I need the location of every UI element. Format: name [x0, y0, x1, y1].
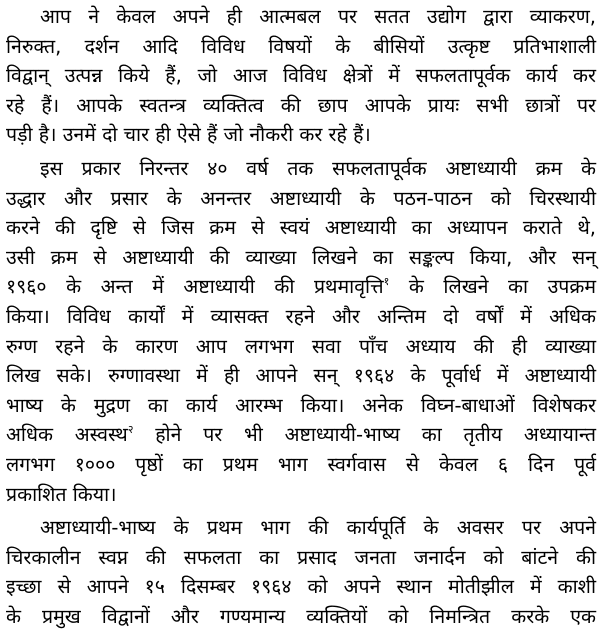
text-line: इस प्रकार निरन्तर ४० वर्ष तक सफलतापूर्वक अष्टाध्यायी क्रम के: [40, 156, 596, 180]
footnote-marker-1: १: [383, 275, 390, 289]
text-line: लगभग १००० पृष्ठों का प्रथम भाग स्वर्गवास से केवल ६ दिन पूर्व: [6, 452, 596, 476]
paragraph-3: [6, 513, 596, 631]
text-line-with-footnote: [6, 272, 596, 302]
text-line: किया। विविध कार्यों में व्यासक्त रहने और अन्तिम दो वर्षों में अधिक: [6, 304, 596, 328]
text-line: चिरकालीन स्वप्न की सफलता का प्रसाद जनता जनार्दन को बांटने की: [6, 545, 596, 569]
text-line: के प्रमुख विद्वानों और गण्यमान्य व्यक्तियों को निमन्त्रित करके एक: [6, 604, 596, 628]
text-line: करने की दृष्टि से जिस क्रम से स्वयं अष्टाध्यायी का अध्यापन कराते थे,: [6, 216, 596, 240]
text-line: इच्छा से आपने १५ दिसम्बर १९६४ को अपने स्थान मोतीझील में काशी: [6, 575, 596, 599]
text-line: उसी क्रम से अष्टाध्यायी की व्याख्या लिखने का सङ्कल्प किया, और सन्: [6, 245, 596, 269]
paragraph-1: [6, 2, 596, 150]
text-segment: १९६० के अन्त में अष्टाध्यायी की प्रथमावृत्ति: [6, 275, 384, 299]
text-line: रुग्ण रहने के कारण आप लगभग सवा पाँच अध्याय की ही व्याख्या: [6, 334, 596, 358]
text-line: प्रकाशित किया।: [6, 482, 117, 506]
text-segment: के लिखने का उपक्रम: [408, 275, 596, 299]
text-line: पड़ी है। उनमें दो चार ही ऐसे हैं जो नौकरी कर रहे हैं।: [6, 123, 371, 147]
paragraph-2: [6, 154, 596, 509]
text-line: रहे हैं। आपके स्वतन्त्र व्यक्तित्व की छाप आपके प्रायः सभी छात्रों पर: [6, 93, 596, 117]
text-line: लिख सके। रुग्णावस्था में ही आपने सन् १९६४ के पूर्वार्ध में अष्टाध्यायी: [6, 364, 596, 388]
text-line: उद्धार और प्रसार के अनन्तर अष्टाध्यायी के पठन-पाठन को चिरस्थायी: [6, 186, 596, 210]
text-line-with-footnote: [6, 420, 596, 450]
text-line: अष्टाध्यायी-भाष्य के प्रथम भाग की कार्यपूर्ति के अवसर पर अपने: [40, 516, 596, 540]
text-line: विद्वान् उत्पन्न किये हैं, जो आज विविध क्षेत्रों में सफलतापूर्वक कार्य कर: [6, 64, 596, 88]
text-line: आप ने केवल अपने ही आत्मबल पर सतत उद्योग द्वारा व्याकरण,: [40, 5, 596, 28]
footnote-marker-2: २: [127, 423, 134, 437]
text-line: निरुक्त, दर्शन आदि विविध विषयों के बीसियों उत्कृष्ट प्रतिभाशाली: [6, 34, 596, 58]
text-line: भाष्य के मुद्रण का कार्य आरम्भ किया। अनेक विघ्न-बाधाओं विशेषकर: [6, 393, 596, 417]
text-segment: होने पर भी अष्टाध्यायी-भाष्य का तृतीय अध्यायान्त: [155, 423, 596, 447]
text-segment: अधिक अस्वस्थ: [6, 423, 128, 447]
